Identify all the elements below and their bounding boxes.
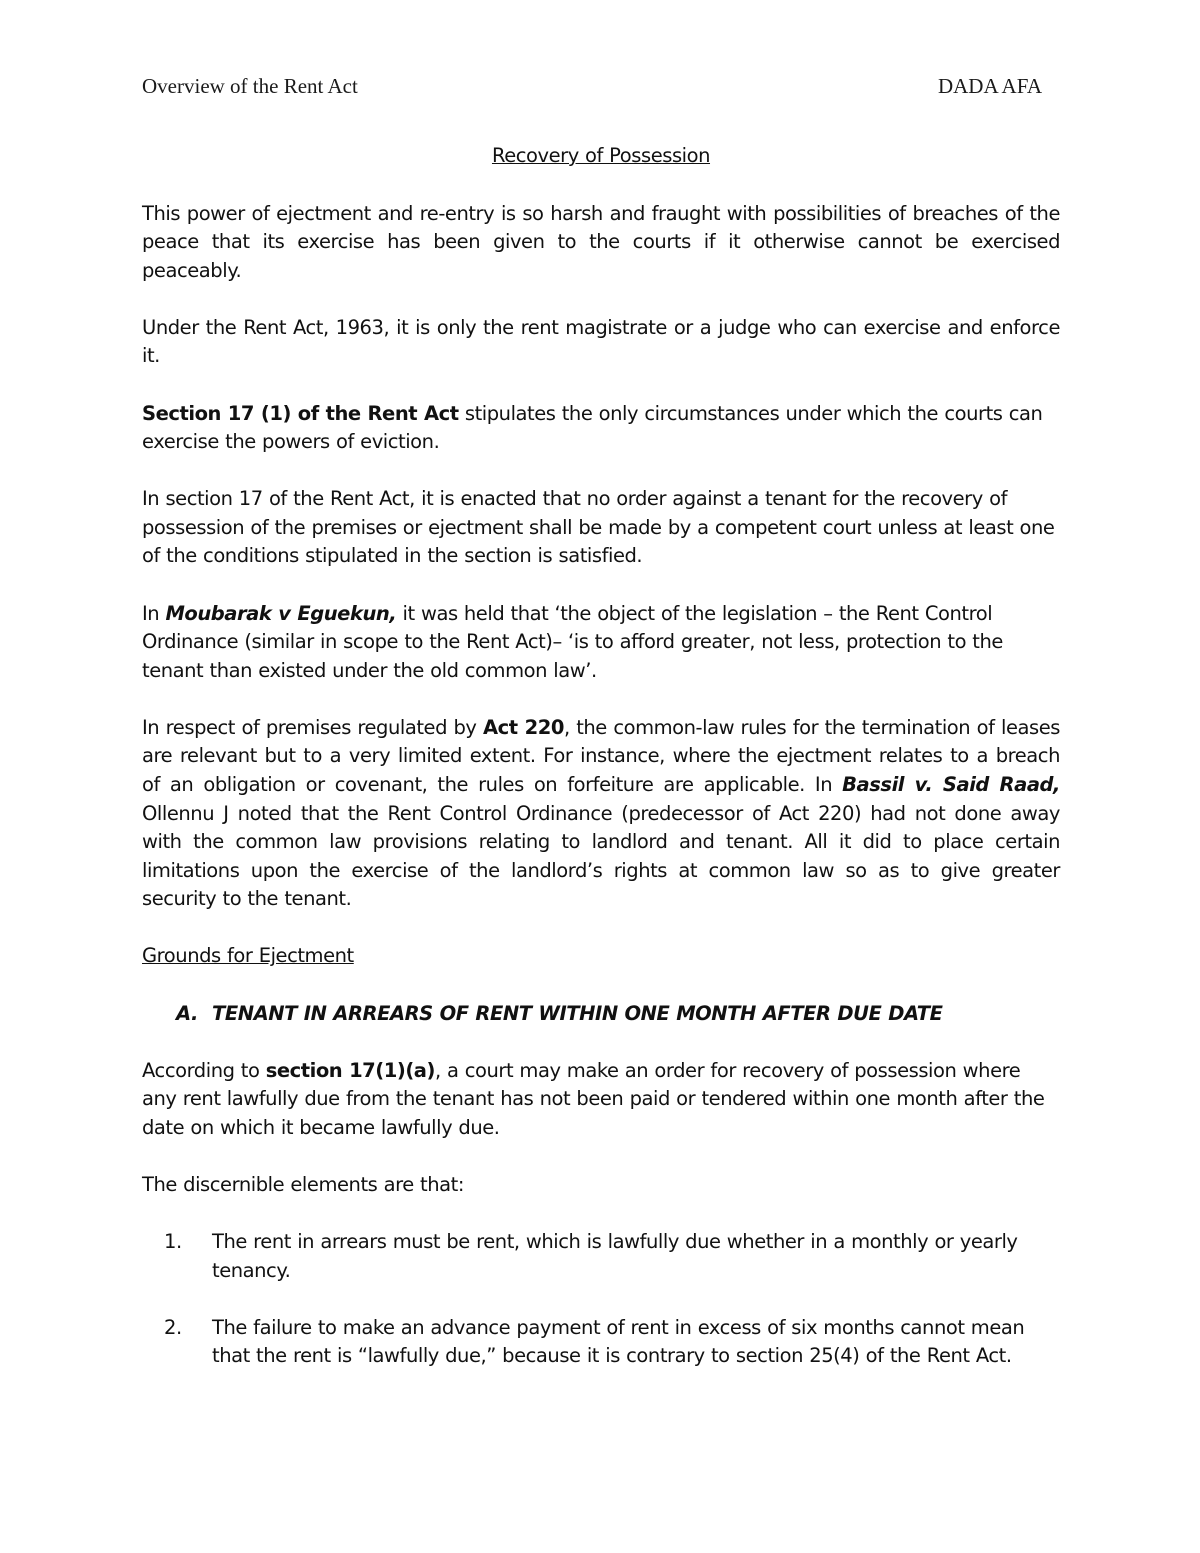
case-name: Moubarak v Eguekun,: [165, 601, 397, 625]
ground-a-heading: [176, 1000, 1060, 1029]
paragraph-section-17-1: Section 17 (1) of the Rent Act stipulates the only circumstances under which the courts can exercise the powers of eviction.: [142, 401, 1043, 454]
section-title: Recovery of Possession: [491, 144, 711, 167]
subheading-grounds: Grounds for Ejectment: [142, 944, 354, 968]
statute-reference: Section 17 (1) of the Rent Act: [142, 401, 459, 425]
paragraph-act-220: In respect of premises regulated by Act 220, the common-law rules for the termination of leases are relevant but to a very limited extent. For instance, where the ejectment relates to a breach of an obligation or covenant, the rules on forfeiture are applicable. In Bassil v. Said Raad, Ollennu J noted that the Rent Control Ordinance (predecessor of Act 220) had not done away with the common law provisions relating to landlord and tenant. All it did to place certain limitations upon the exercise of the landlord’s rights at common law so as to give greater security to the tenant.: [142, 715, 1060, 911]
list-item: [142, 1314, 1060, 1371]
statute-reference: Act 220: [482, 715, 564, 739]
list-number: 2.: [164, 1315, 182, 1339]
list-item: [142, 1228, 1060, 1285]
list-text: The failure to make an advance payment of rent in excess of six months cannot mean that the rent is “lawfully due,” because it is contrary to section 25(4) of the Rent Act.: [212, 1315, 1025, 1368]
paragraph-section-17: In section 17 of the Rent Act, it is enacted that no order against a tenant for the recovery of possession of the premises or ejectment shall be made by a competent court unless at least one of the conditions stipulated in the section is satisfied.: [142, 487, 1055, 568]
header-document-title: Overview of the Rent Act: [142, 74, 358, 98]
paragraph-rent-act-1963: Under the Rent Act, 1963, it is only the rent magistrate or a judge who can exercise and enforce it.: [142, 315, 1060, 368]
paragraph-moubarak-case: In Moubarak v Eguekun, it was held that ‘the object of the legislation – the Rent Control Ordinance (similar in scope to the Rent Act)– ‘is to afford greater, not less, protection to the tenant than existed under the old common law’.: [142, 601, 1003, 682]
document-body: [142, 142, 1060, 1399]
paragraph-elements-intro: The discernible elements are that:: [142, 1172, 464, 1196]
statute-reference: section 17(1)(a): [265, 1058, 435, 1082]
header-author: DADA AFA: [937, 74, 1042, 98]
ground-title: TENANT IN ARREARS OF RENT WITHIN ONE MONTH AFTER DUE DATE: [212, 1001, 943, 1025]
paragraph-section-17-1-a: According to section 17(1)(a), a court may make an order for recovery of possession where any rent lawfully due from the tenant has not been paid or tendered within one month after the date on which it became lawfully due.: [142, 1058, 1045, 1139]
elements-list: [142, 1228, 1060, 1371]
ground-letter: A.: [176, 1001, 198, 1025]
list-text: The rent in arrears must be rent, which is lawfully due whether in a monthly or yearly tenancy.: [212, 1230, 1018, 1282]
list-number: 1.: [164, 1230, 182, 1254]
case-name: Bassil v. Said Raad,: [842, 773, 1060, 796]
paragraph-ejectment-power: This power of ejectment and re-entry is so harsh and fraught with possibilities of breaches of the peace that its exercise has been given to the courts if it otherwise cannot be exercised peaceably.: [142, 201, 1060, 282]
